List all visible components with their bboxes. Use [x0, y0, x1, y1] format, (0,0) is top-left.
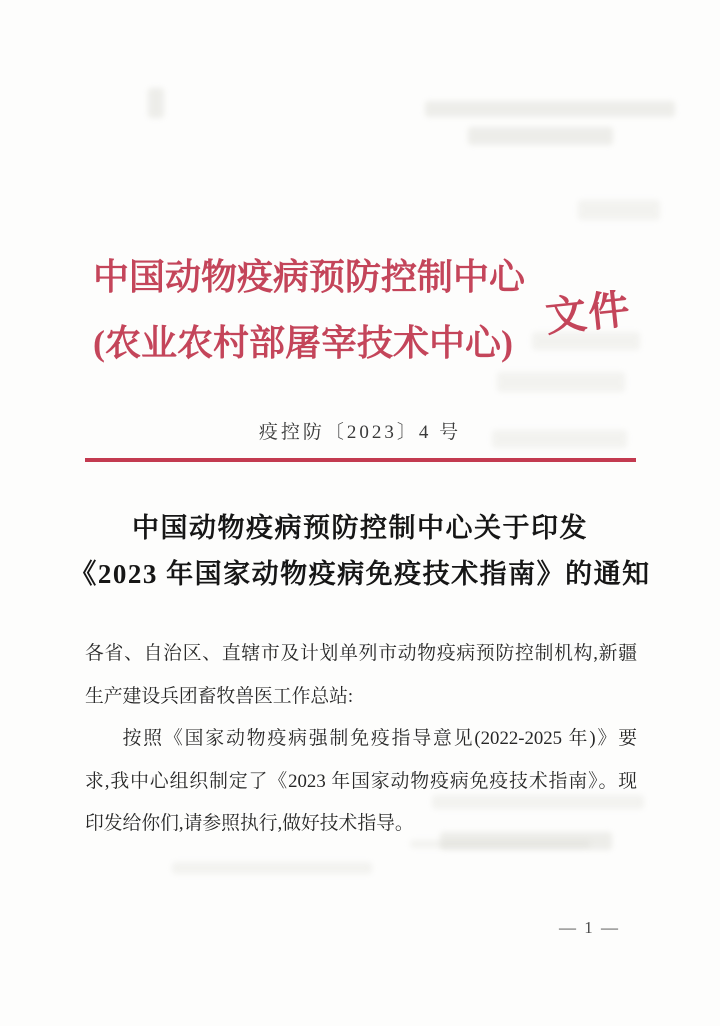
document-title	[0, 505, 720, 597]
red-separator-line	[85, 458, 636, 462]
bleedthrough-mark	[172, 862, 372, 874]
bleedthrough-mark	[148, 88, 164, 118]
body-line: 求,我中心组织制定了《2023 年国家动物疫病免疫技术指南》。现	[85, 770, 637, 792]
bleedthrough-mark	[468, 127, 613, 145]
bleedthrough-mark	[425, 101, 675, 117]
page-number: — 1 —	[559, 918, 620, 937]
body-line: 生产建设兵团畜牧兽医工作总站:	[85, 685, 354, 707]
letterhead-doc-type: 文件	[543, 285, 634, 341]
letterhead-organization	[93, 244, 553, 376]
document-title-line1: 中国动物疫病预防控制中心关于印发	[132, 513, 588, 543]
letterhead-org-line2: (农业农村部屠宰技术中心)	[93, 323, 513, 363]
document-body	[85, 633, 637, 846]
document-title-line2: 《2023 年国家动物疫病免疫技术指南》的通知	[69, 559, 651, 589]
document-number: 疫控防〔2023〕4 号	[258, 422, 462, 443]
body-line: 印发给你们,请参照执行,做好技术指导。	[85, 813, 414, 834]
bleedthrough-mark	[578, 200, 660, 220]
body-line: 各省、自治区、直辖市及计划单列市动物疫病预防控制机构,新疆	[85, 643, 637, 664]
body-line: 按照《国家动物疫病强制免疫指导意见(2022-2025 年)》要	[122, 728, 637, 749]
letterhead-org-line1: 中国动物疫病预防控制中心	[93, 257, 526, 297]
